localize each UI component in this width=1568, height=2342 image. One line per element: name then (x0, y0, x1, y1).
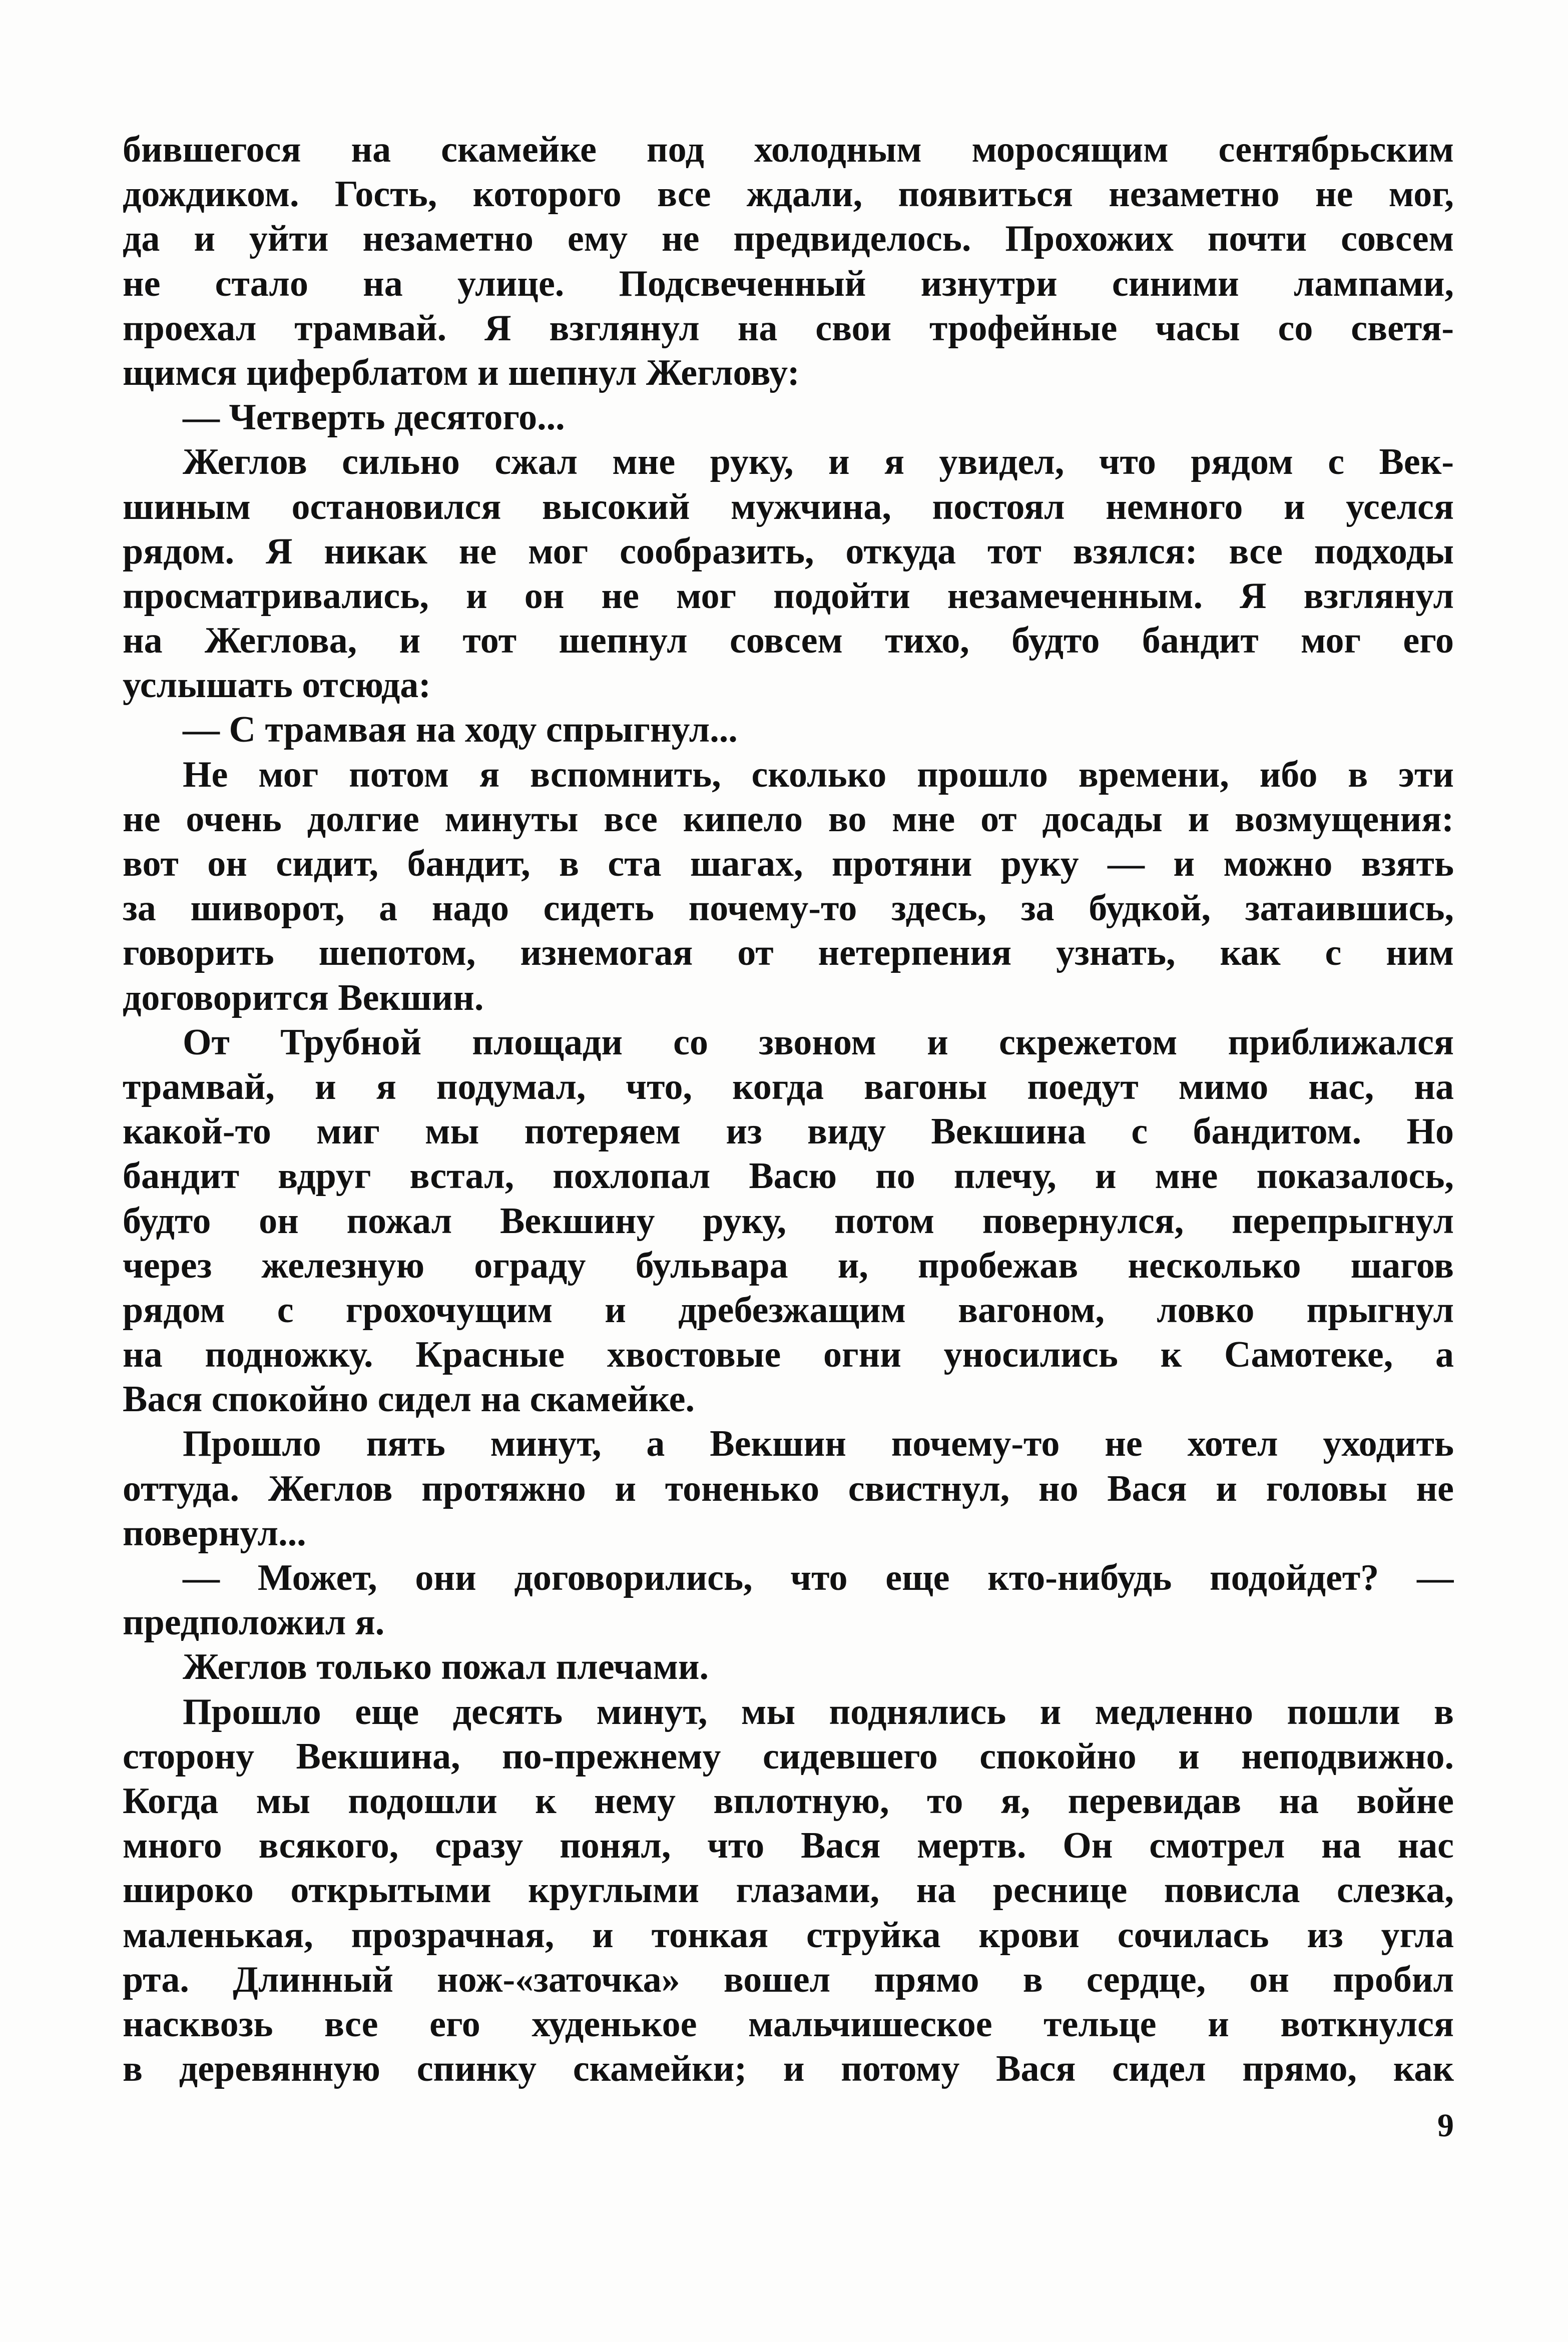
text-line: Когда мы подошли к нему вплотную, то я, перевидав на войне (123, 1780, 1454, 1822)
text-line: трамвай, и я подумал, что, когда вагоны поедут мимо нас, на (123, 1066, 1454, 1107)
text-line: щимся циферблатом и шепнул Жеглову: (123, 352, 800, 393)
text-line: услышать отсюда: (123, 665, 431, 706)
text-line: проехал трамвай. Я взглянул на свои трофейные часы со светя- (123, 307, 1454, 349)
text-line: Не мог потом я вспомнить, сколько прошло времени, ибо в эти (183, 754, 1454, 795)
page-number: 9 (1437, 2107, 1454, 2144)
text-line: на подножку. Красные хвостовые огни уносились к Самотеке, а (123, 1334, 1454, 1376)
text-line: просматривались, и он не мог подойти незамеченным. Я взглянул (123, 575, 1454, 617)
text-line: От Трубной площади со звоном и скрежетом приближался (183, 1021, 1454, 1063)
text-line: не стало на улице. Подсвеченный изнутри синими лампами, (123, 263, 1454, 304)
text-line: рта. Длинный нож-«заточка» вошел прямо в сердце, он пробил (123, 1959, 1454, 2000)
text-line: какой-то миг мы потеряем из виду Векшина с бандитом. Но (123, 1111, 1454, 1152)
text-line: бившегося на скамейке под холодным моросящим сентябрьским (123, 129, 1454, 170)
text-line: Вася спокойно сидел на скамейке. (123, 1379, 695, 1420)
text-line: не очень долгие минуты все кипело во мне от досады и возмущения: (123, 798, 1454, 840)
text-line: насквозь все его худенькое мальчишеское тельце и воткнулся (123, 2003, 1454, 2045)
text-line: сторону Векшина, по-прежнему сидевшего спокойно и неподвижно. (123, 1735, 1454, 1777)
text-line: широко открытыми круглыми глазами, на реснице повисла слезка, (123, 1870, 1454, 1911)
text-line: да и уйти незаметно ему не предвиделось. Прохожих почти совсем (123, 218, 1454, 260)
text-line: повернул... (123, 1512, 306, 1554)
body-text (123, 128, 1454, 2091)
text-line: говорить шепотом, изнемогая от нетерпения узнать, как с ним (123, 932, 1454, 974)
text-line: бандит вдруг встал, похлопал Васю по плечу, и мне показалось, (123, 1155, 1454, 1197)
text-line: за шиворот, а надо сидеть почему-то здесь, за будкой, затаившись, (123, 888, 1454, 929)
text-line: маленькая, прозрачная, и тонкая струйка крови сочилась из угла (123, 1914, 1454, 1956)
text-line: — Четверть десятого... (183, 397, 565, 438)
text-line: дождиком. Гость, которого все ждали, появиться незаметно не мог, (123, 174, 1454, 215)
text-line: шиным остановился высокий мужчина, постоял немного и уселся (123, 486, 1454, 527)
text-line: через железную ограду бульвара и, пробежав несколько шагов (123, 1245, 1454, 1286)
text-line: — Может, они договорились, что еще кто-нибудь подойдет? — (183, 1557, 1454, 1598)
text-line: будто он пожал Векшину руку, потом повернулся, перепрыгнул (123, 1200, 1454, 1242)
text-line: Прошло еще десять минут, мы поднялись и медленно пошли в (183, 1691, 1454, 1732)
text-line: много всякого, сразу понял, что Вася мертв. Он смотрел на нас (123, 1825, 1454, 1867)
text-line: вот он сидит, бандит, в ста шагах, протяни руку — и можно взять (123, 843, 1454, 884)
text-line: договорится Векшин. (123, 977, 484, 1018)
text-line: Прошло пять минут, а Векшин почему-то не хотел уходить (183, 1423, 1454, 1465)
text-line: в деревянную спинку скамейки; и потому Вася сидел прямо, как (123, 2048, 1454, 2090)
text-line: на Жеглова, и тот шепнул совсем тихо, будто бандит мог его (123, 620, 1454, 662)
text-line: Жеглов сильно сжал мне руку, и я увидел, что рядом с Век- (183, 441, 1454, 483)
text-line: рядом. Я никак не мог сообразить, откуда тот взялся: все подходы (123, 530, 1454, 572)
text-line: Жеглов только пожал плечами. (183, 1646, 709, 1688)
text-line: — С трамвая на ходу спрыгнул... (183, 709, 738, 751)
text-line: оттуда. Жеглов протяжно и тоненько свистнул, но Вася и головы не (123, 1468, 1454, 1509)
text-line: рядом с грохочущим и дребезжащим вагоном, ловко прыгнул (123, 1289, 1454, 1331)
text-line: предположил я. (123, 1602, 385, 1643)
